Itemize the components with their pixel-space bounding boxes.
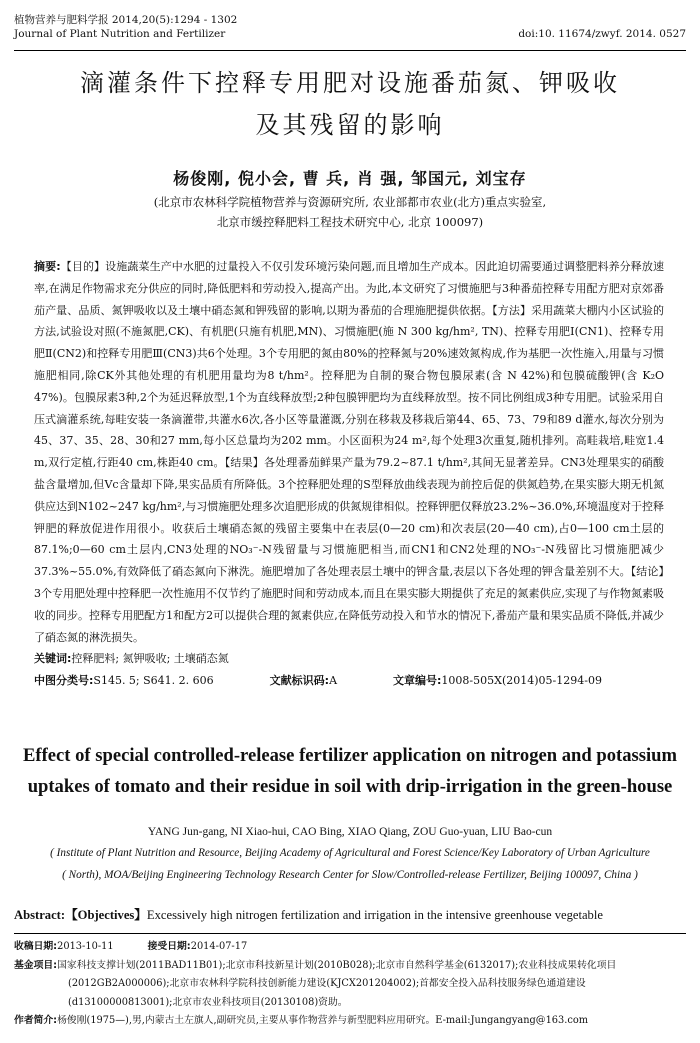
classification-row [34,670,664,692]
header-rule [14,50,686,51]
abstract-en-objectives: 【Objectives】 [65,908,147,922]
abstract-en [14,906,686,924]
keywords-row [34,648,664,670]
article-no-value: 1008-505X(2014)05-1294-09 [441,674,602,688]
funding-line1: 国家科技支撑计划(2011BAD11B01);北京市科技新星计划(2010B028);北京市自然科学基金(6132017);农业科技成果转化项目 [57,959,617,971]
clc-label: 中图分类号: [34,674,94,688]
abstract-cn-label: 摘要: [34,260,61,273]
journal-cn: 植物营养与肥料学报 2014,20(5):1294 - 1302 [14,14,238,26]
received-label: 收稿日期: [14,941,58,952]
abstract-en-text: Excessively high nitrogen fertilization and irrigation in the intensive greenhouse vegetable [146,908,603,922]
dates-row [14,938,686,957]
affiliation-cn-line1: (北京市农林科学院植物营养与资源研究所, 农业部都市农业(北方)重点实验室, [153,195,547,209]
doi: doi:10. 11674/zwyf. 2014. 0527 [518,28,686,40]
journal-en: Journal of Plant Nutrition and Fertilizer [14,28,226,40]
affiliation-cn [0,192,700,232]
title-en [10,740,690,802]
affiliation-en-line1: ( Institute of Plant Nutrition and Resource, Beijing Academy of Agricultural and Forest Science/Key Laboratory of Urban Agriculture [50,847,650,859]
affiliation-cn-line2: 北京市缓控释肥料工程技术研究中心, 北京 100097) [216,215,484,229]
keywords-label: 关键词: [34,652,72,666]
author-bio: 杨俊刚(1975—),男,内蒙古土左旗人,副研究员,主要从事作物营养与新型肥料应用研究。E-mail:Jungangyang@163.com [57,1015,589,1026]
authors-cn: 杨俊刚, 倪小会, 曹 兵, 肖 强, 邹国元, 刘宝存 [173,169,527,188]
title-cn-line2: 及其残留的影响 [255,111,445,139]
title-en-line2: uptakes of tomato and their residue in soil with drip-irrigation in the green-house [27,776,673,797]
authors-en: YANG Jun-gang, NI Xiao-hui, CAO Bing, XIAO Qiang, ZOU Guo-yuan, LIU Bao-cun [147,826,553,838]
title-cn-line1: 滴灌条件下控释专用肥对设施番茄氮、钾吸收 [80,69,620,97]
article-no-label: 文章编号: [393,674,442,688]
doc-code-label: 文献标识码: [269,674,330,688]
affiliation-en-line2: ( North), MOA/Beijing Engineering Technology Research Center for Slow/Controlled-release Fertilizer, Beijing 100097, China ) [62,869,638,881]
funding-line2: (2012GB2A000006);北京市农林科学院科技创新能力建设(KJCX201204002);首都安全投入品科技服务绿色通道建设 [68,978,586,989]
title-en-line1: Effect of special controlled-release fertilizer application on nitrogen and potassium [23,745,677,766]
footnote-rule [14,933,686,934]
title-cn [0,62,700,146]
abstract-cn-body [34,256,664,648]
doc-code-value: A [329,674,338,688]
affiliation-en [14,842,686,886]
author-bio-row [14,1012,686,1031]
clc-value: S145. 5; S641. 2. 606 [93,674,214,688]
funding-label: 基金项目: [14,959,58,971]
funding-row [14,957,686,976]
funding-line3: (d13100000813001);北京市农业科技项目(20130108)资助。 [68,996,348,1008]
footnotes [14,938,686,1031]
abstract-en-label: Abstract: [14,908,66,922]
accepted-label: 接受日期: [147,941,191,952]
abstract-cn-text: 【目的】设施蔬菜生产中水肥的过量投入不仅引发环境污染问题,而且增加生产成本。因此迫切需要通过调整肥料养分释放速率,在满足作物需求充分供应的同时,降低肥料和劳动投入,提高产出。为此,本文研究了习惯施肥与3种番茄控释专用配方肥对京郊番茄产量、品质、氮钾吸收以及土壤中硝态氮和钾残留的影响,以期为番茄的合理施肥提供依据。【方法】采用蔬菜大棚内小区试验的方法,试验设对照(不施氮肥,CK)、有机肥(只施有机肥,MN)、习惯施肥(施 N 300 kg/hm², TN)、控释专用肥Ⅰ(CN1)、控释专用肥Ⅱ(CN2)和控释专用肥Ⅲ(CN3)共6个处理。3个专用肥的氮由80%的控释氮与20%速效氮构成,作为基肥一次性施入,用量与习惯施肥相同,除CK外其他处理的有机肥用量均为8 t/hm²。控释肥为自制的聚合物包膜尿素(含 N 42%)和包膜硫酸钾(含 K₂O 47%)。包膜尿素3种,2个为延迟释放型,1个为直线释放型;2种包膜钾肥均为直线释放型。按不同比例组成3种专用肥。试验采用自压式滴灌系统,每畦安装一条滴灌带,共灌水6次,各小区等量灌溉,分别在移栽及移栽后第44、65、73、79和89 d灌水,每次分别为45、37、35、28、30和27 mm,每小区总量均为202 mm。小区面积为24 m²,每个处理3次重复,随机排列。高畦栽培,畦宽1.4 m,双行定植,行距40 cm,株距40 cm。【结果】各处理番茄鲜果产量为79.2~87.1 t/hm²,其间无显著差异。CN3处理果实的硝酸盐含量增加,但Vc含量却下降,果实品质有所降低。3个控释肥处理的S型释放曲线表现为前控后促的供氮趋势,在果实膨大期无机氮供应达到N102~247 kg/hm²,与习惯施肥处理多次追肥形成的供氮规律相似。控释钾肥仅释放23.2%~36.0%,环境温度对于控释钾肥的释放促进作用很小。收获后土壤硝态氮的残留主要集中在表层(0—20 cm)和次表层(20—40 cm),占0—100 cm土层的87.1%;0—60 cm土层内,CN3处理的NO₃⁻-N残留量与习惯施肥相当,而CN1和CN2处理的NO₃⁻-N残留比习惯施肥减少37.3%~55.0%,有效降低了硝态氮向下淋洗。施肥增加了各处理表层土壤中的钾含量,表层以下各处理的钾含量差别不大。【结论】3个专用肥处理中控释肥一次性施用不仅节约了施肥时间和劳动成本,而且在果实膨大期提供了充足的氮素供应,实现了与作物氮素吸收的同步。控释专用肥配方1和配方2可以提供合理的氮素供应,在降低劳动投入和节水的情况下,番茄产量和果实品质不降低,并减少了硝态氮的淋洗损失。 [34,260,664,644]
keywords: 控释肥料; 氮钾吸收; 土壤硝态氮 [71,652,229,666]
accepted-date: 2014-07-17 [190,941,248,952]
running-header [14,13,686,41]
abstract-cn [34,256,664,692]
received-date: 2013-10-11 [57,941,114,952]
author-bio-label: 作者简介: [14,1015,58,1026]
